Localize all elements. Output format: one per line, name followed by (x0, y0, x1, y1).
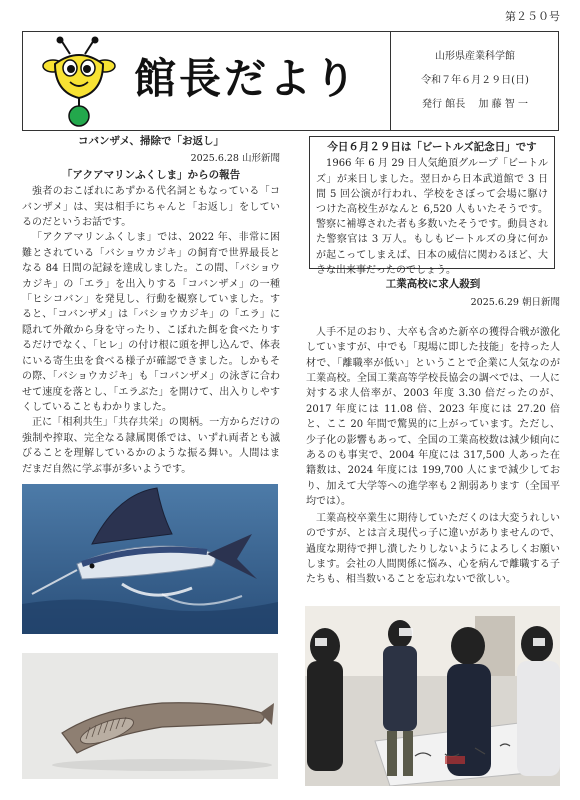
classroom-photo (305, 606, 560, 786)
left-headline: コバンザメ、掃除で「お返し」 (78, 135, 224, 147)
right-paragraph: 工業高校卒業生に期待していただくのは大変うれしいのですが、とは言え現代っ子に違いがありませんので、過度な期待で押し潰したりしないようによろしくお願いします。会社の人間関係に悩み、心を病んで離職する子たちも、相当数いることを忘れないで欲しい。 (306, 512, 560, 586)
right-article (306, 277, 560, 588)
sailfish-photo (22, 484, 278, 634)
left-paragraph: 強者のおこぼれにあずかる代名詞ともなっている「コバンザメ」は、実は相手にちゃんと「お返し」をしているのだというお話です。 (22, 186, 280, 229)
right-paragraph: 人手不足のおり、大卒も含めた新卒の獲得合戦が激化していますが、中でも「現場に即した技能」を持った人材で、「離職率が低い」ということで企業に人気なのが工業高校。全国工業高等学校長協会の調べでは、一人に対する求人倍率が、2003 年度 3.30 倍だったのが、2017 年度には 11.08 倍、2023 年度には 27.20 倍と、ここ 20 年間で驚異的に上がっています。ただし、少子化の影響もあって、全国の工業高校数は減少傾向にあるのも事実で、2004 年度には 317,500 人あった在籍数は、2024 年度には 199,700 人にまで減少しており、加えて大学等への進学率も２割弱あります（全国平均では）。 (306, 326, 560, 508)
issue-number: 第２５０号 (505, 10, 560, 23)
left-paragraph: 正に「相利共生」「共存共栄」の関柄。一方からだけの強制や搾取、完全なる隷属関係では、いずれ両者とも滅びることを理解しているかのような振る舞い。人間はまだまだ自然に学ぶ事が多いようです。 (22, 417, 280, 475)
masthead (22, 31, 559, 131)
beatles-box (309, 136, 555, 276)
left-subheadline: 「アクアマリンふくしま」からの報告 (61, 168, 241, 181)
beatles-text: 1966 年 6 月 29 日人気絶頂グループ「ビートルズ」が来日しました。翌日から日本武道館で 3 日間 5 回公演が行われ、学校をさぼって会場に駆けつけた高校生がなんと 6,520 人もいたそうです。警察に補導された者も多数いたそうです。動員された警察官は 3 万人。もしもビートルズの身に何かが起こってしまえば、日本の威信に関わるほど、大きな出来事だったのでしょう。 (316, 158, 548, 276)
right-source: 2025.6.29 朝日新聞 (470, 297, 560, 309)
newsletter-title: 館長だより (134, 54, 360, 103)
left-article (22, 134, 280, 477)
beatles-headline: 今日６月２９日は「ビートルズ記念日」です (327, 141, 537, 153)
left-paragraph: 「アクアマリンふくしま」では、2022 年、非常に困難とされている「バショウカジキ」の飼育で世界最長となる 84 日間の記録を達成しました。この間、「バショウカジキ」の「エラ」を出入りする「コバンザメ」の一種「ヒシコバン」を発見し、行動を観察していました。すると、「コバンザメ」は「バショウカジキ」の「エラ」に隠れて外敵から身を守ったり、こぼれた餌を食べたりするだけでなく、「ヒレ」の付け根に頭を押し込んで、体表にいる寄生虫を食べる様子が確認できました。しかもその際、「バショウカジキ」も「コバンザメ」の泳ぎに合わせて速度を落とし、「エラぶた」を開けて、出入りしやすくしていることもわかりました。 (22, 232, 280, 413)
left-source: 2025.6.28 山形新聞 (190, 153, 280, 165)
remora-photo (22, 653, 278, 779)
publisher: 発行 館長 加 藤 智 一 (422, 99, 528, 110)
right-headline: 工業高校に求人殺到 (385, 278, 481, 290)
mascot-icon (39, 36, 121, 128)
issue-date: 令和７年６月２９日(日) (421, 75, 529, 86)
masthead-info (391, 32, 559, 117)
museum-name: 山形県産業科学館 (435, 51, 515, 62)
